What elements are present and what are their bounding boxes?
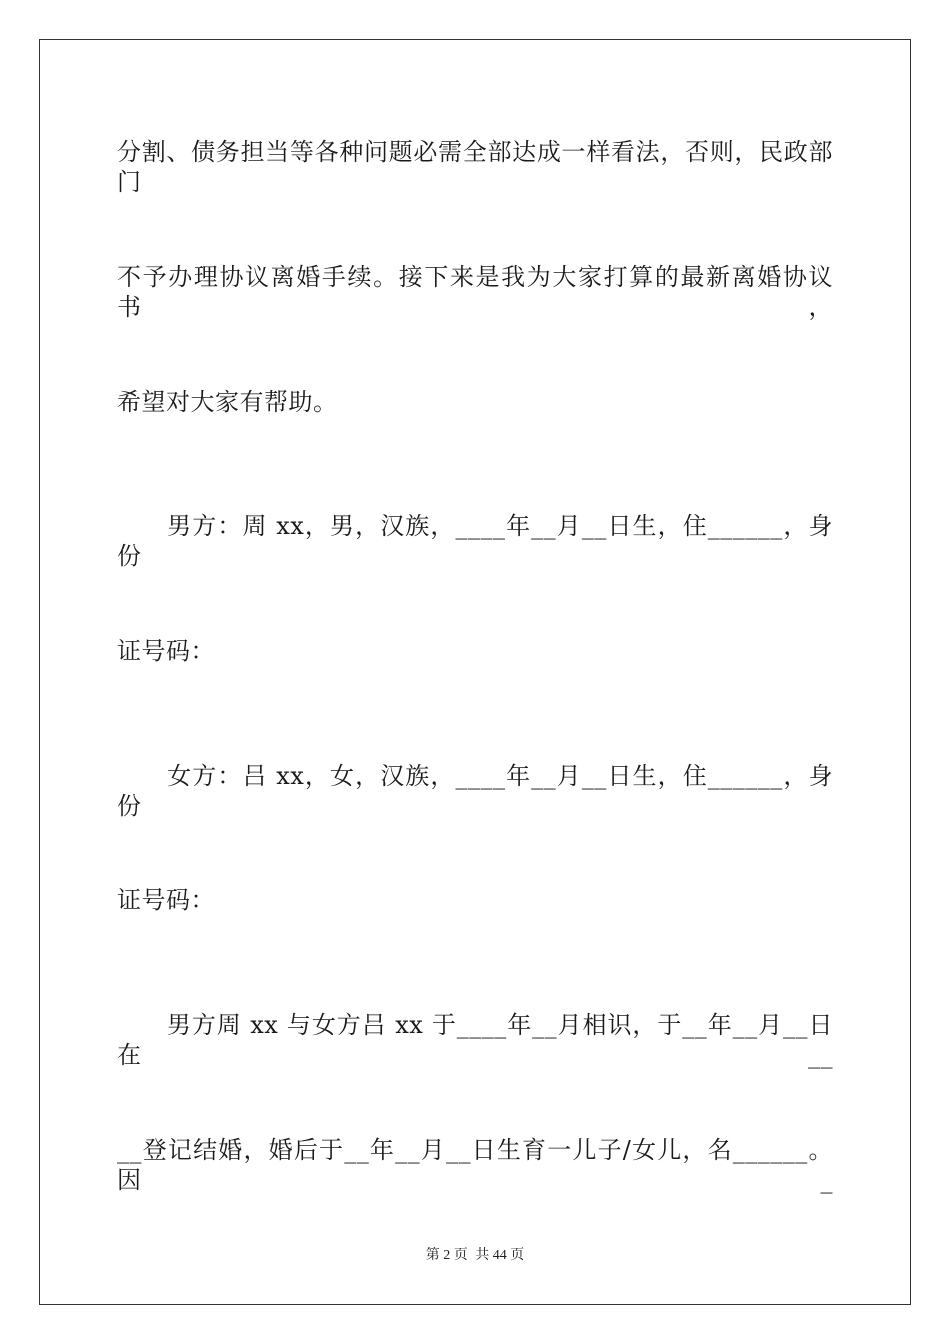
body-line-9: __登记结婚，婚后于__年__月__日生育一儿子/女儿，名______。因_ <box>117 1136 833 1194</box>
body-line-3: 希望对大家有帮助。 <box>117 388 338 416</box>
body-line-7: 证号码： <box>117 886 215 914</box>
body-line-4: 男方：周 xx，男，汉族，____年__月__日生，住______，身份 <box>117 512 833 570</box>
page-number: 第 2 页 <box>425 1248 468 1263</box>
body-line-8: 男方周 xx 与女方吕 xx 于____年__月相识，于__年__月__日在__ <box>117 1011 833 1069</box>
page-total: 共 44 页 <box>475 1248 525 1263</box>
page-border <box>39 39 911 1305</box>
body-line-1: 分割、债务担当等各种问题必需全部达成一样看法，否则，民政部门 <box>117 138 833 196</box>
page-footer <box>0 1247 950 1265</box>
body-line-2: 不予办理协议离婚手续。接下来是我为大家打算的最新离婚协议书， <box>117 263 833 321</box>
body-line-6: 女方：吕 xx，女，汉族，____年__月__日生，住______，身份 <box>117 762 833 820</box>
body-line-5: 证号码： <box>117 637 215 665</box>
